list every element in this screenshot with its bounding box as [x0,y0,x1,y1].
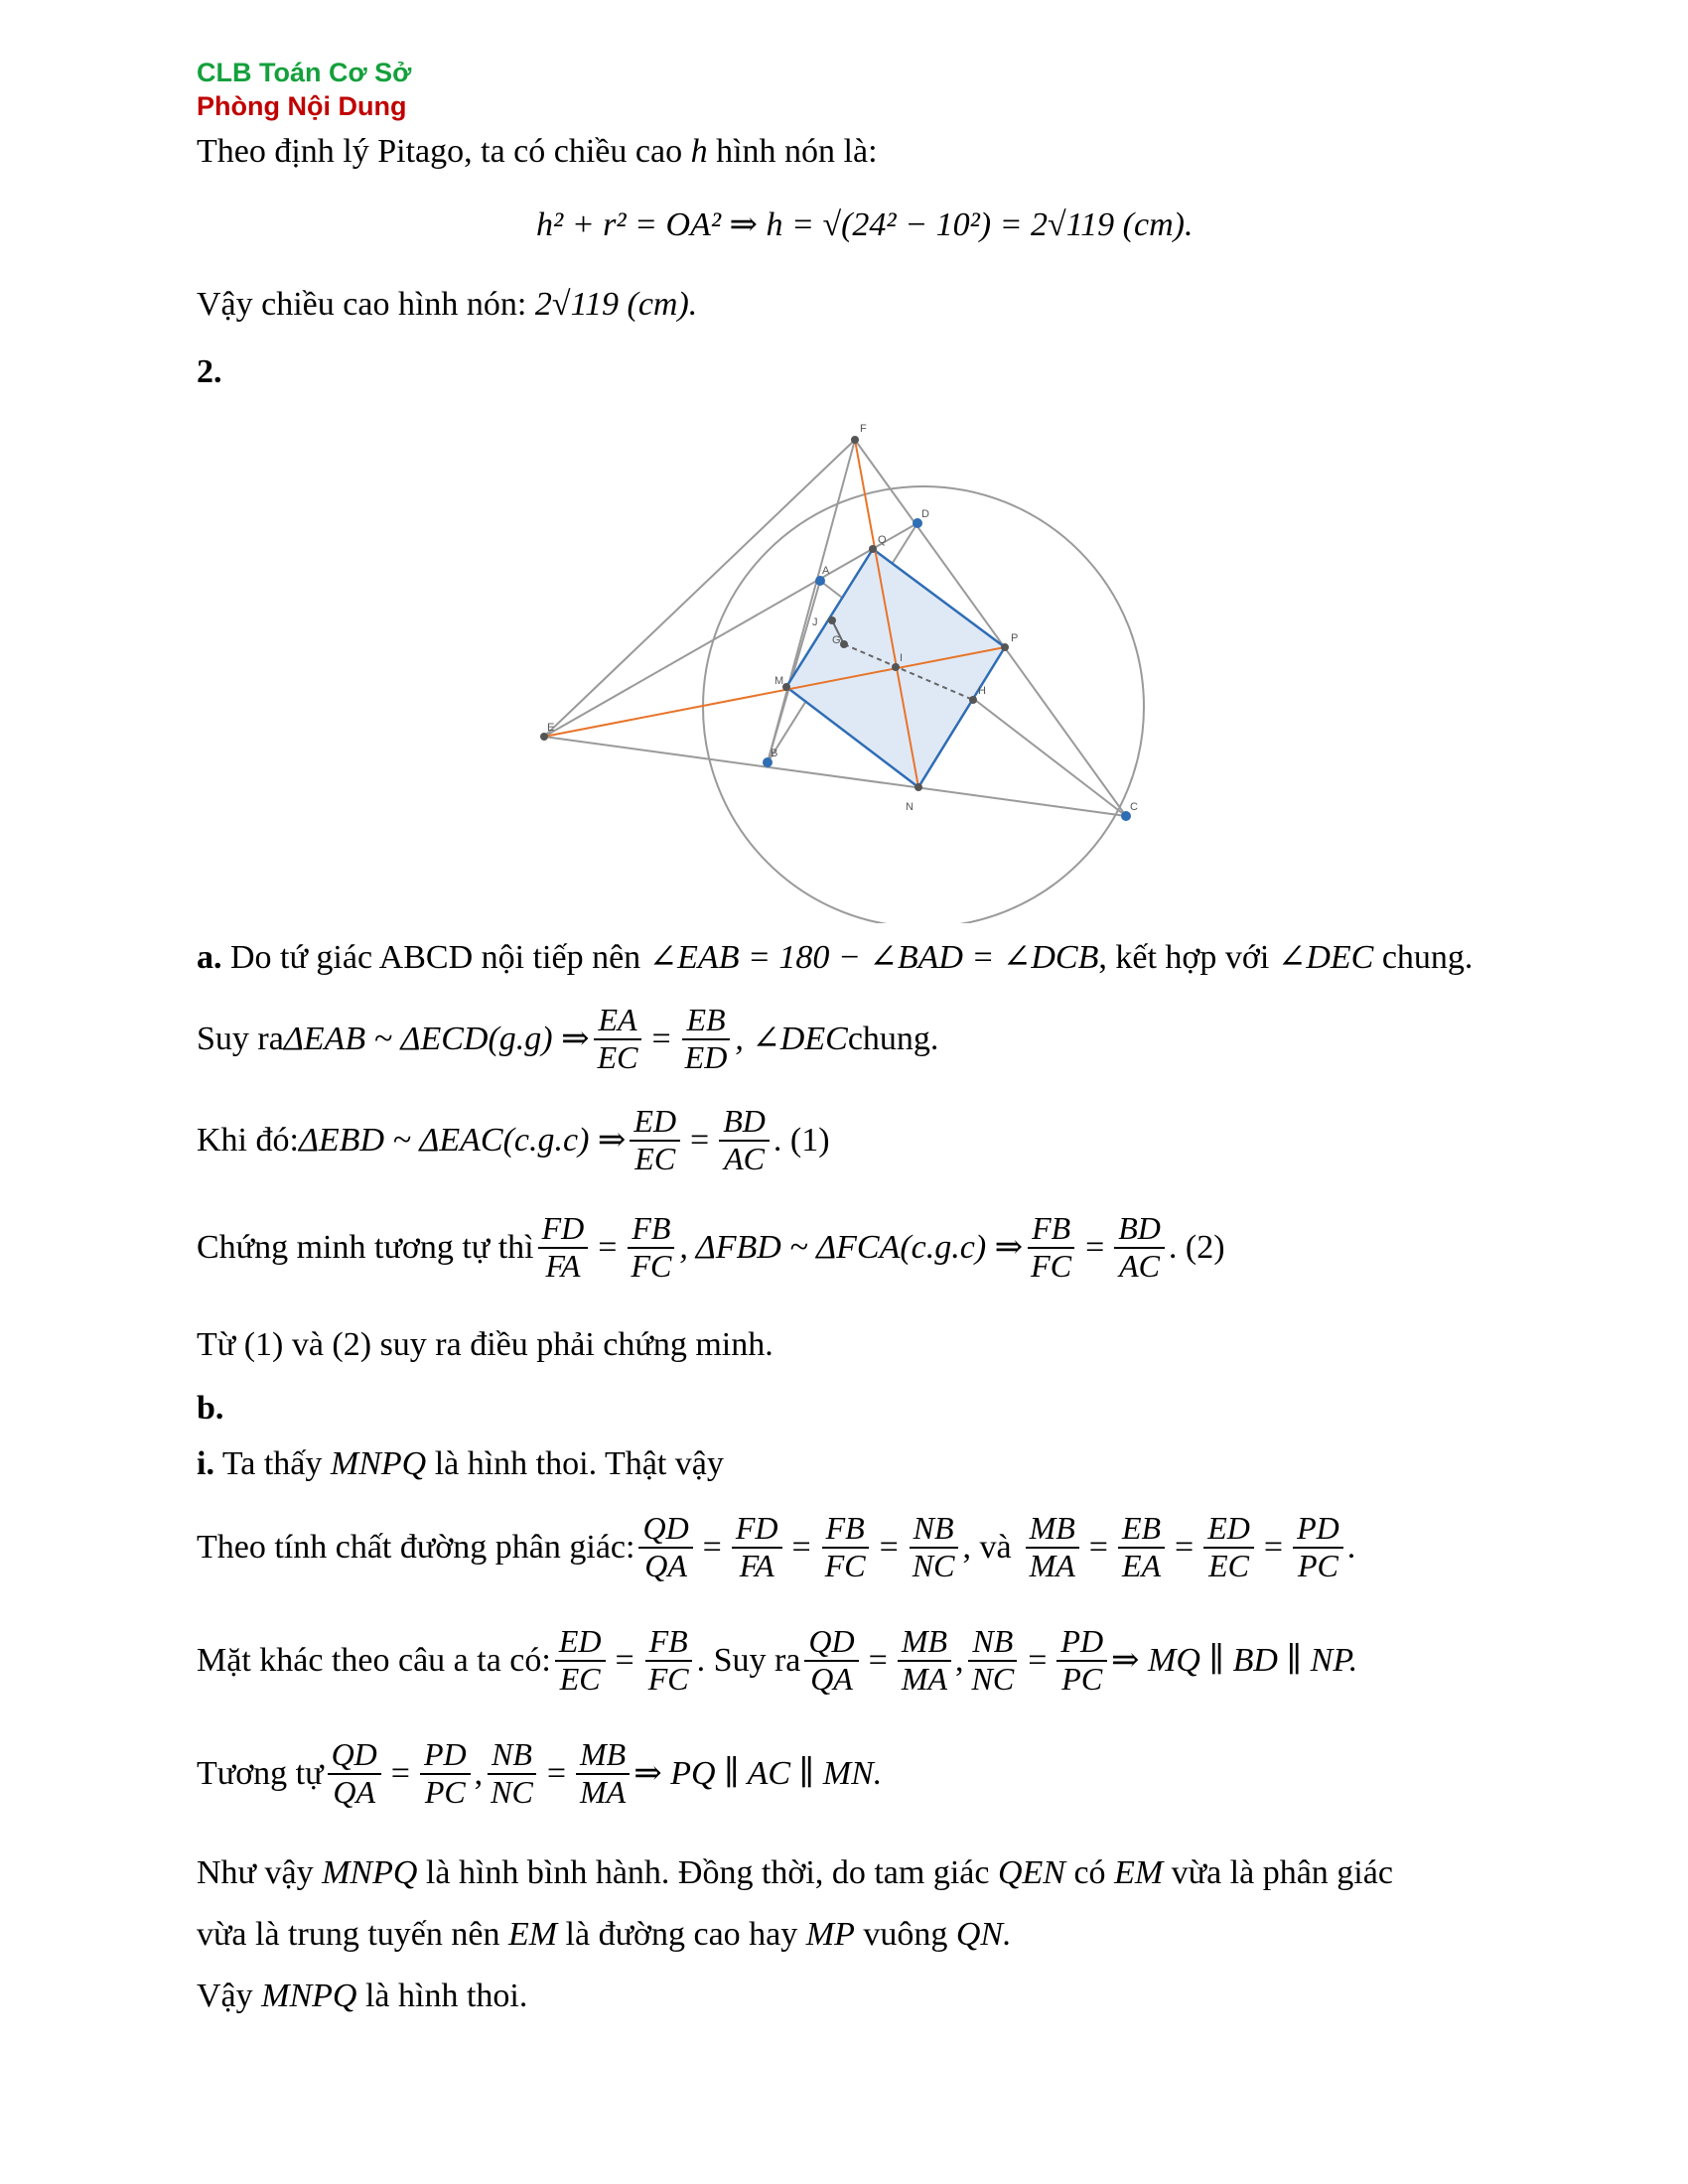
cone-height-conclusion: Vậy chiều cao hình nón: 2√119 (cm). [197,286,698,323]
label-I: I [900,652,904,664]
label-B: B [771,748,778,759]
part-b-line-1: Theo tính chất đường phân giác: $\frac{QD}{QA}$ = $\frac{FD}{FA}$ = $\frac{FB}{FC}$ = $\frac{NB}{NC}$ , và $\frac{MB}{MA}$ = $\frac{EB}{EA}$ = $\frac{ED}{EC}$ = $\frac{PD}{PC}$ . [197,1510,1356,1583]
label-P: P [1011,632,1019,644]
label-J: J [812,616,818,628]
label-N: N [906,801,914,813]
part-a-line-1: a. Do tứ giác ABCD nội tiếp nên ∠EAB = 180 − ∠BAD = ∠DCB, kết hợp với ∠DEC chung. [197,939,1474,976]
section-2-heading: 2. [197,353,222,390]
part-a-line-4: Chứng minh tương tự thì $\frac{FD}{FA}$ = $\frac{FB}{FC}$ , ΔFBD ~ ΔFCA(c.g.c) ⇒ $\frac{FB}{FC}$ = $\frac{BD}{AC}$ . (2) [197,1210,1225,1284]
part-a-line-3: Khi đó: ΔEBD ~ ΔEAC(c.g.c) ⇒ $\frac{ED}{EC}$ = $\frac{BD}{AC}$ . (1) [197,1103,830,1176]
label-F: F [860,423,867,435]
part-b-line-2: Mặt khác theo câu a ta có: $\frac{ED}{EC}$ = $\frac{FB}{FC}$ . Suy ra $\frac{QD}{QA}$ = $\frac{MB}{MA}$ , $\frac{NB}{NC}$ = $\frac{PD}{PC}$ ⇒ MQ ∥ BD ∥ NP. [197,1623,1358,1697]
geometry-figure [516,407,1162,923]
header-department: Phòng Nội Dung [197,91,407,121]
label-A: A [822,565,830,577]
part-b-line-3: Tương tự $\frac{QD}{QA}$ = $\frac{PD}{PC}$ , $\frac{NB}{NC}$ = $\frac{MB}{MA}$ ⇒ PQ ∥ AC ∥ MN. [197,1736,883,1810]
label-M: M [774,675,784,687]
label-Q: Q [878,534,887,546]
intro-line: Theo định lý Pitago, ta có chiều cao h hình nón là: [197,133,878,170]
part-b-i-line: i. Ta thấy MNPQ là hình thoi. Thật vậy [197,1445,724,1482]
part-a-line-2: Suy ra ΔEAB ~ ΔECD(g.g) ⇒ $\frac{EA}{EC}$ = $\frac{EB}{ED}$ , ∠DEC chung. [197,1002,939,1075]
part-b-line-5: vừa là trung tuyến nên EM là đường cao hay MP vuông QN. [197,1916,1012,1953]
part-b-line-6: Vậy MNPQ là hình thoi. [197,1978,528,2014]
label-E: E [547,722,555,734]
label-C: C [1130,801,1138,813]
label-G: G [832,634,841,646]
part-a-line-5: Từ (1) và (2) suy ra điều phải chứng minh. [197,1326,774,1363]
pythagoras-formula: h² + r² = OA² ⇒ h = √(24² − 10²) = 2√119 (cm). [536,206,1194,243]
label-D: D [921,508,929,520]
label-H: H [978,685,986,697]
part-b-heading: b. [197,1390,224,1427]
part-b-line-4: Như vậy MNPQ là hình bình hành. Đồng thời, do tam giác QEN có EM vừa là phân giác [197,1854,1393,1891]
header-club-name: CLB Toán Cơ Sở [197,58,412,87]
